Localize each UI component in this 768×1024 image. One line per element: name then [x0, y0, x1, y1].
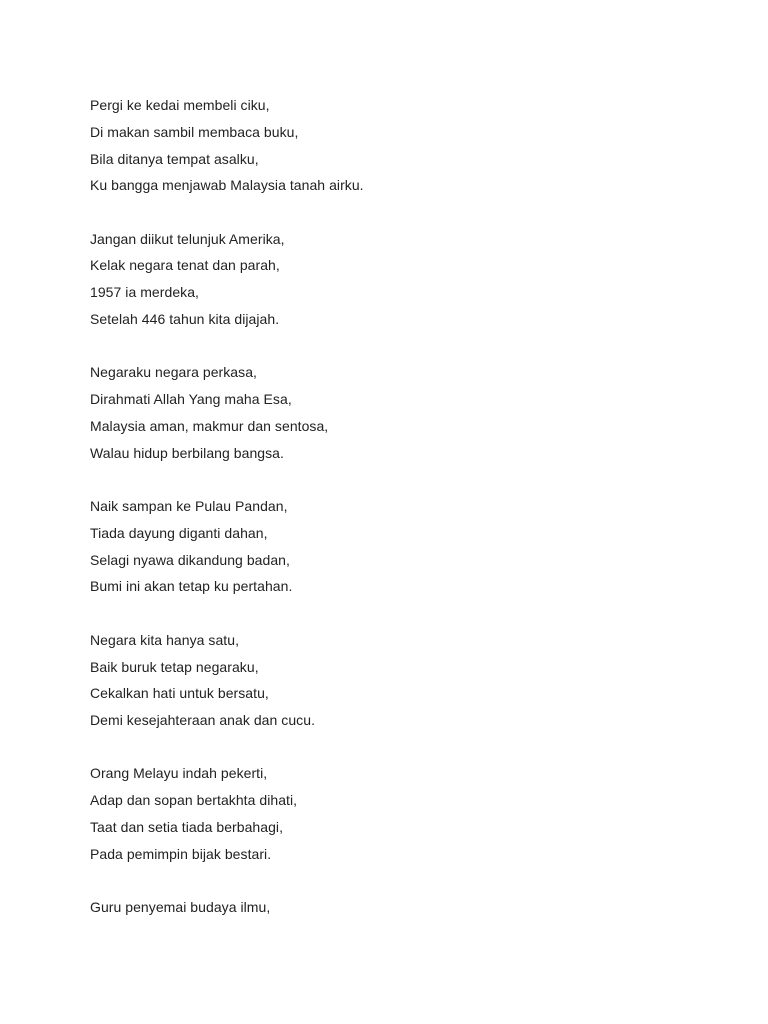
stanza-6 — [90, 760, 730, 867]
poem-line: Kelak negara tenat dan parah, — [90, 257, 280, 274]
poem-line: Tiada dayung diganti dahan, — [90, 524, 268, 541]
stanza-7 — [90, 894, 730, 921]
poem-line: Pada pemimpin bijak bestari. — [90, 845, 272, 862]
poem-line: Adap dan sopan bertakhta dihati, — [90, 792, 298, 809]
poem-line: Taat dan setia tiada berbahagi, — [90, 819, 284, 836]
poem-line: Walau hidup berbilang bangsa. — [90, 444, 284, 461]
poem-line: Guru penyemai budaya ilmu, — [90, 899, 271, 916]
poem-line: Naik sampan ke Pulau Pandan, — [90, 498, 288, 515]
poem-line: Pergi ke kedai membeli ciku, — [90, 97, 270, 113]
poem-line: Jangan diikut telunjuk Amerika, — [90, 230, 285, 247]
poem-line: Malaysia aman, makmur dan sentosa, — [90, 417, 329, 434]
poem-line: Ku bangga menjawab Malaysia tanah airku. — [90, 177, 364, 194]
poem-line: Selagi nyawa dikandung badan, — [90, 551, 290, 568]
document-page — [90, 92, 730, 947]
stanza-2 — [90, 226, 730, 333]
poem-line: Negaraku negara perkasa, — [90, 364, 257, 381]
poem-line: Cekalkan hati untuk bersatu, — [90, 685, 269, 702]
stanza-4 — [90, 493, 730, 600]
poem-line: Orang Melayu indah pekerti, — [90, 765, 268, 782]
stanza-5 — [90, 627, 730, 734]
poem-line: Setelah 446 tahun kita dijajah. — [90, 311, 280, 328]
poem-line: 1957 ia merdeka, — [90, 284, 199, 301]
poem-line: Baik buruk tetap negaraku, — [90, 658, 259, 675]
stanza-3 — [90, 359, 730, 466]
poem-line: Dirahmati Allah Yang maha Esa, — [90, 391, 292, 408]
poem-line: Demi kesejahteraan anak dan cucu. — [90, 712, 316, 729]
poem-line: Negara kita hanya satu, — [90, 631, 240, 648]
poem-line: Bila ditanya tempat asalku, — [90, 150, 259, 167]
poem-line: Bumi ini akan tetap ku pertahan. — [90, 578, 293, 595]
stanza-1 — [90, 92, 730, 199]
poem-line: Di makan sambil membaca buku, — [90, 123, 299, 140]
